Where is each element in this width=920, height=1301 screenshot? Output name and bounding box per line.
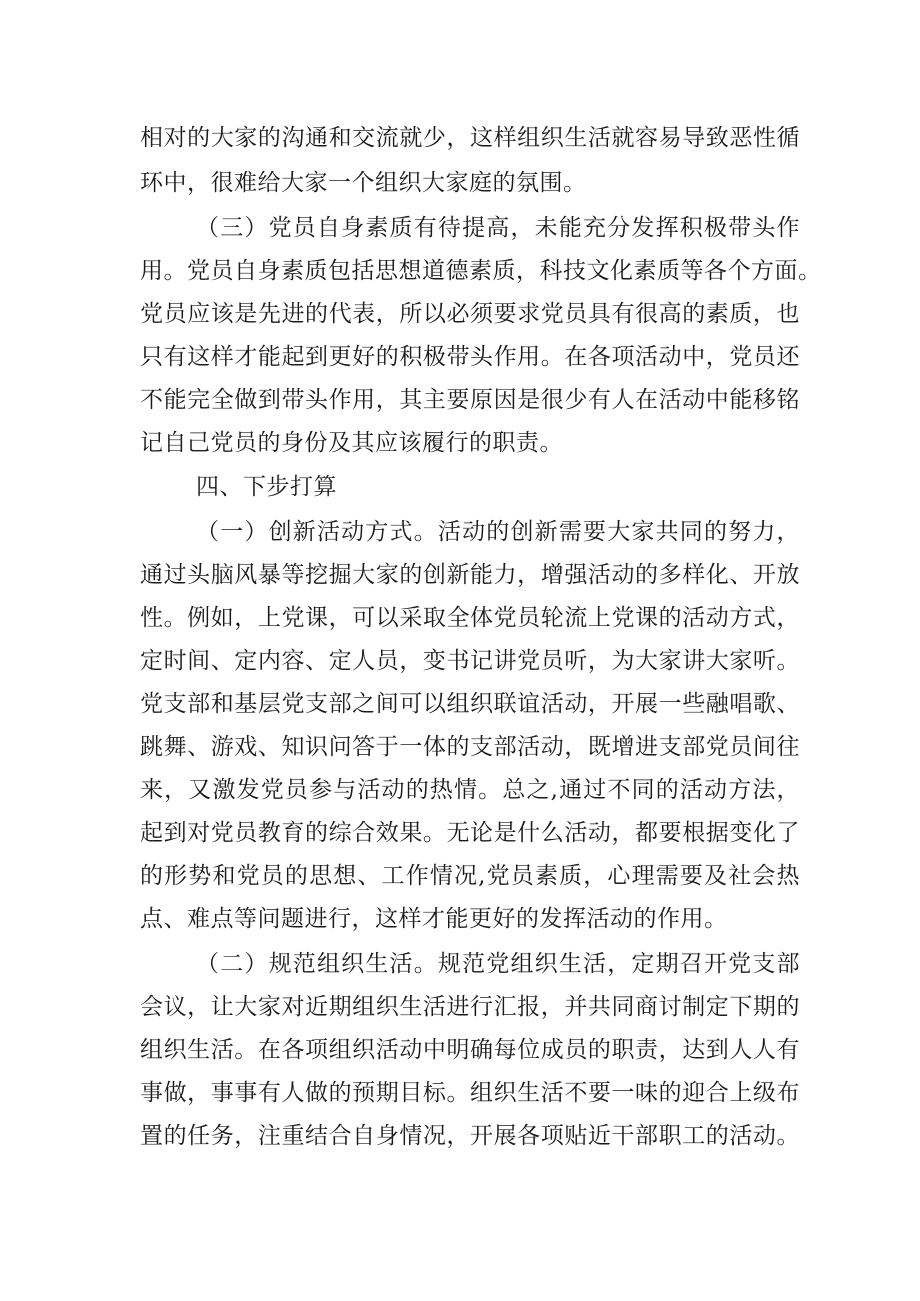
text-line: 党支部和基层党支部之间可以组织联谊活动，开展一些融唱歌、: [140, 691, 800, 717]
text-line: 事做，事事有人做的预期目标。组织生活不要一味的迎合上级布: [140, 1080, 800, 1106]
text-line: 定时间、定内容、定人员，变书记讲党员听，为大家讲大家听。: [140, 648, 800, 674]
text-line: 相对的大家的沟通和交流就少，这样组织生活就容易导致恶性循: [140, 125, 800, 151]
text-line: 性。例如，上党课，可以采取全体党员轮流上党课的活动方式，: [140, 605, 800, 631]
text-line: 的形势和党员的思想、工作情况,党员素质，心理需要及社会热: [140, 863, 800, 889]
text-line: 跳舞、游戏、知识问答于一体的支部活动，既增进支部党员间往: [140, 734, 800, 760]
text-line: 只有这样才能起到更好的积极带头作用。在各项活动中，党员还: [140, 344, 800, 370]
text-line: （三）党员自身素质有待提高，未能充分发挥积极带头作: [196, 215, 800, 241]
text-line: 会议，让大家对近期组织生活进行汇报，并共同商讨制定下期的: [140, 994, 800, 1020]
section-heading: 四、下步打算: [196, 474, 337, 500]
text-line: 置的任务，注重结合自身情况，开展各项贴近干部职工的活动。: [140, 1123, 800, 1149]
text-line: 党员应该是先进的代表，所以必须要求党员具有很高的素质，也: [140, 301, 800, 327]
text-line: 起到对党员教育的综合效果。无论是什么活动，都要根据变化了: [140, 820, 800, 846]
text-line: （二）规范组织生活。规范党组织生活，定期召开党支部: [196, 951, 800, 977]
text-line: 来，又激发党员参与活动的热情。总之,通过不同的活动方法，: [140, 777, 800, 803]
text-line: 点、难点等问题进行，这样才能更好的发挥活动的作用。: [140, 906, 728, 932]
text-line: 用。党员自身素质包括思想道德素质，科技文化素质等各个方面。: [140, 258, 822, 284]
text-line: 不能完全做到带头作用，其主要原因是很少有人在活动中能移铭: [140, 387, 800, 413]
text-line: 组织生活。在各项组织活动中明确每位成员的职责，达到人人有: [140, 1037, 800, 1063]
text-line: 记自己党员的身份及其应该履行的职责。: [140, 430, 563, 456]
text-line: 环中，很难给大家一个组织大家庭的氛围。: [140, 170, 587, 196]
text-line: （一）创新活动方式。活动的创新需要大家共同的努力，: [196, 519, 800, 545]
text-line: 通过头脑风暴等挖掘大家的创新能力，增强活动的多样化、开放: [140, 562, 800, 588]
